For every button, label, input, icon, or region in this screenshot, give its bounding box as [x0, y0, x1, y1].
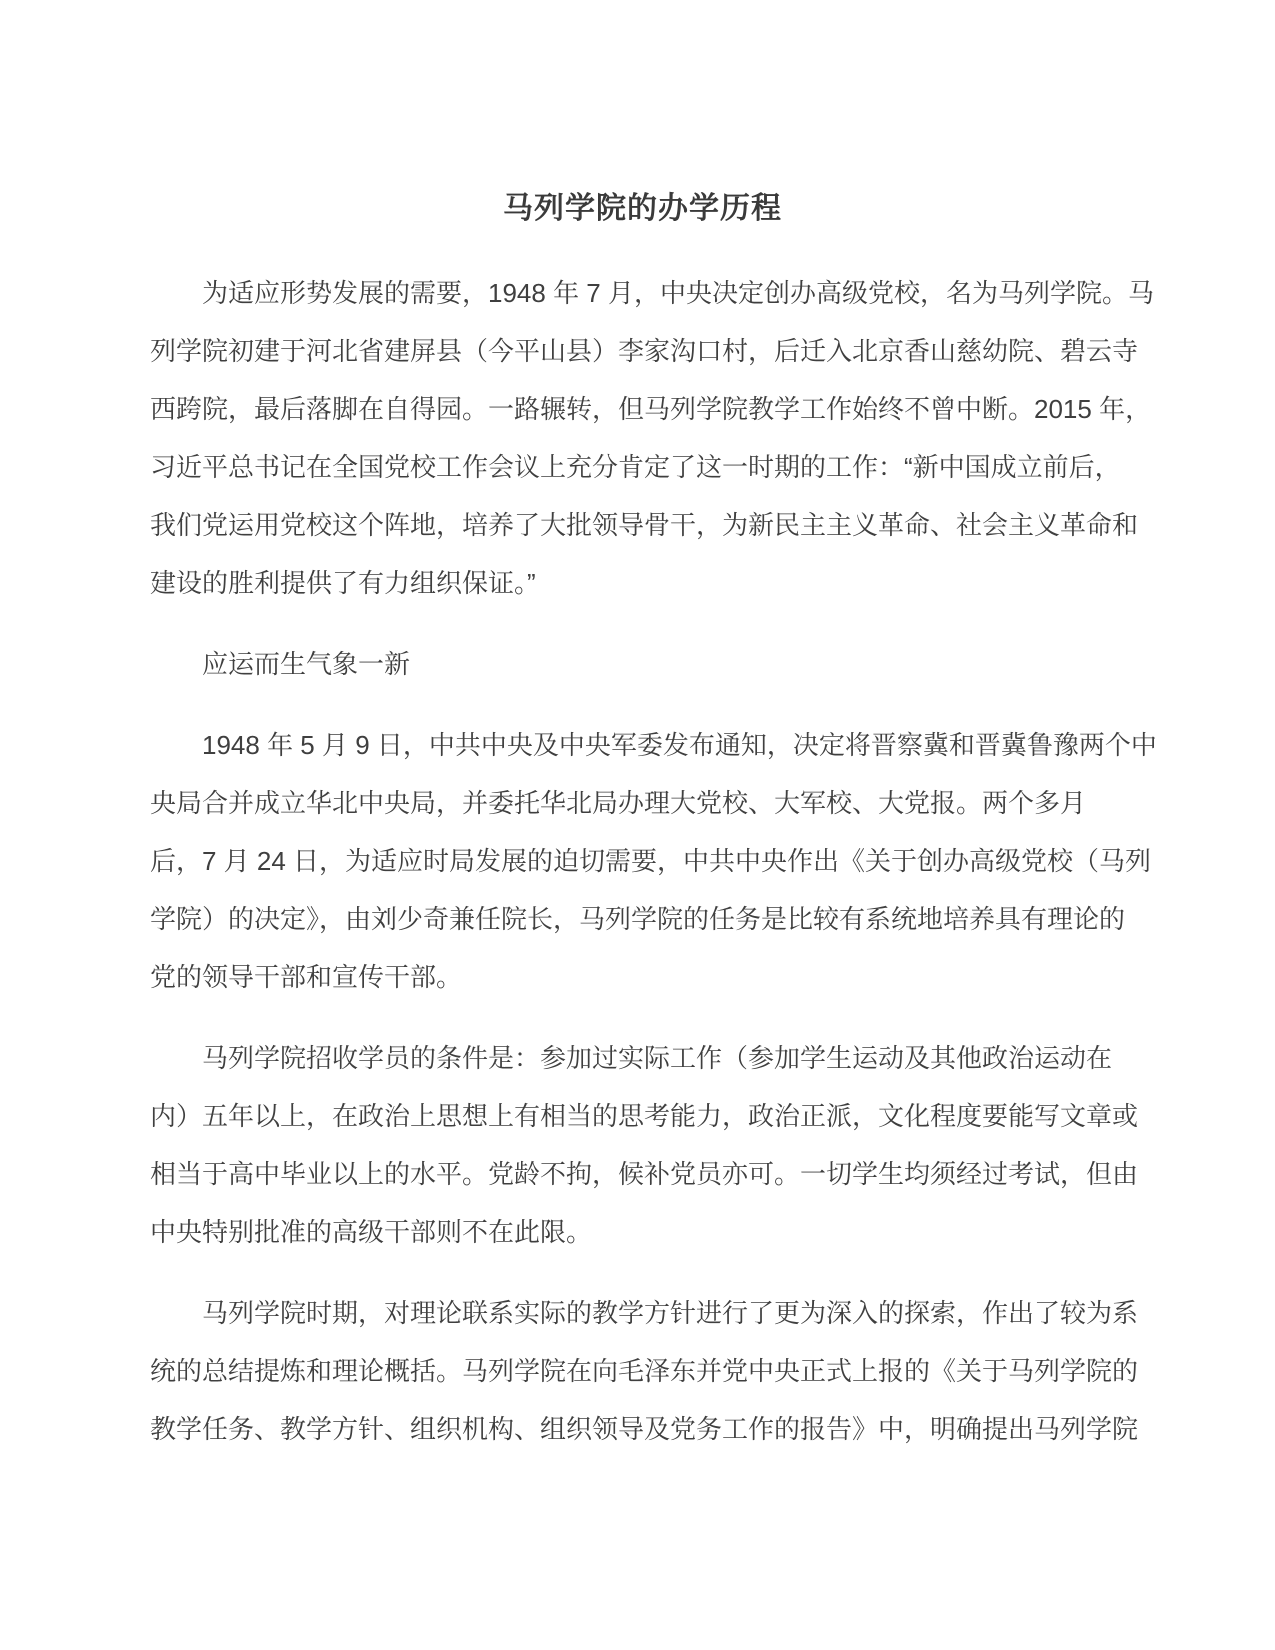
text-line: 教学任务、教学方针、组织机构、组织领导及党务工作的报告》中，明确提出马列学院 — [150, 1414, 1139, 1444]
paragraph-1 — [150, 264, 1154, 612]
document-title: 马列学院的办学历程 — [503, 192, 782, 225]
text-line: 马列学院招收学员的条件是：参加过实际工作（参加学生运动及其他政治运动在 — [202, 1043, 1113, 1073]
text-line: 建设的胜利提供了有力组织保证。” — [150, 568, 536, 598]
text-line: 统的总结提炼和理论概括。马列学院在向毛泽东并党中央正式上报的《关于马列学院的 — [150, 1356, 1139, 1386]
paragraph-4 — [150, 1284, 1139, 1458]
text-line: 列学院初建于河北省建屏县（今平山县）李家沟口村，后迁入北京香山慈幼院、碧云寺 — [150, 336, 1139, 366]
text-line: 西跨院，最后落脚在自得园。一路辗转，但马列学院教学工作始终不曾中断。2015 年， — [150, 394, 1152, 424]
text-line: 相当于高中毕业以上的水平。党龄不拘，候补党员亦可。一切学生均须经过考试，但由 — [150, 1159, 1139, 1189]
text-line: 为适应形势发展的需要，1948 年 7 月，中央决定创办高级党校，名为马列学院。马 — [202, 278, 1154, 308]
text-line: 马列学院时期，对理论联系实际的教学方针进行了更为深入的探索，作出了较为系 — [202, 1298, 1139, 1328]
text-line: 内）五年以上，在政治上思想上有相当的思考能力，政治正派，文化程度要能写文章或 — [150, 1101, 1139, 1131]
section-heading — [150, 635, 1135, 693]
paragraph-2 — [150, 716, 1157, 1006]
text-line: 后，7 月 24 日，为适应时局发展的迫切需要，中共中央作出《关于创办高级党校（马列 — [150, 846, 1152, 876]
text-line: 党的领导干部和宣传干部。 — [150, 962, 463, 992]
text-line: 央局合并成立华北中央局，并委托华北局办理大党校、大军校、大党报。两个多月 — [150, 788, 1087, 818]
text-line: 1948 年 5 月 9 日，中共中央及中央军委发布通知，决定将晋察冀和晋冀鲁豫两个中 — [202, 730, 1157, 760]
section-heading-line: 应运而生气象一新 — [202, 649, 411, 679]
paragraph-3 — [150, 1029, 1139, 1261]
text-line: 习近平总书记在全国党校工作会议上充分肯定了这一时期的工作：“新中国成立前后， — [150, 452, 1121, 482]
text-line: 学院）的决定》，由刘少奇兼任院长，马列学院的任务是比较有系统地培养具有理论的 — [150, 904, 1126, 934]
text-line: 中央特别批准的高级干部则不在此限。 — [150, 1217, 593, 1247]
text-line: 我们党运用党校这个阵地，培养了大批领导骨干，为新民主主义革命、社会主义革命和 — [150, 510, 1139, 540]
